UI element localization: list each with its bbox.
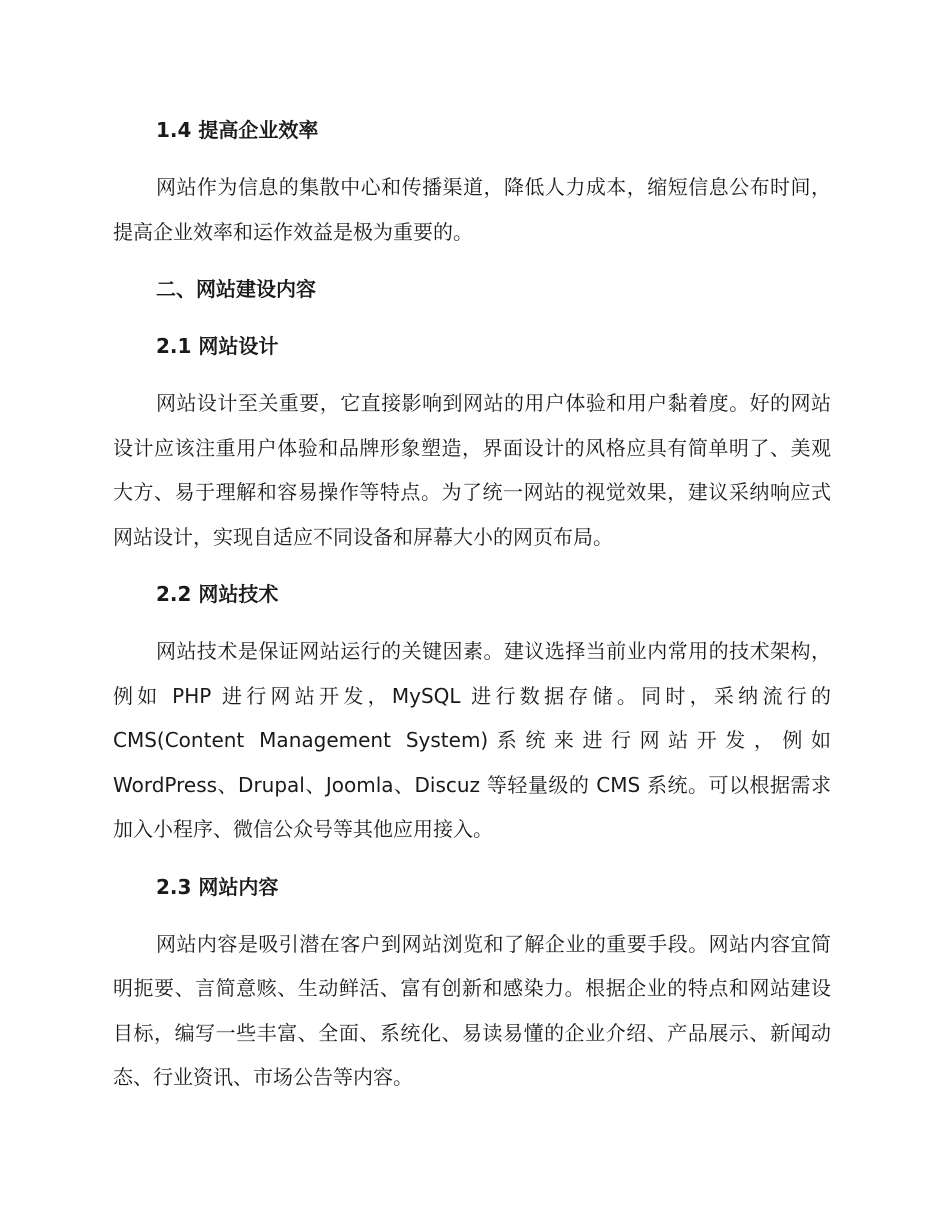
section-heading-1-4: 1.4 提高企业效率 [156,118,319,142]
section-body-2-2: 网站技术是保证网站运行的关键因素。建议选择当前业内常用的技术架构，例如 PHP 进行网站开发，MySQL 进行数据存储。同时，采纳流行的 CMS(Content Management System)系统来进行网站开发，例如 WordPress、Drupal、Joomla、Discuz 等轻量级的 CMS 系统。可以根据需求加入小程序、微信公众号等其他应用接入。 [113,639,831,841]
section-body-2-1: 网站设计至关重要，它直接影响到网站的用户体验和用户黏着度。好的网站设计应该注重用户体验和品牌形象塑造，界面设计的风格应具有简单明了、美观大方、易于理解和容易操作等特点。为了统一网站的视觉效果，建议采纳响应式网站设计，实现自适应不同设备和屏幕大小的网页布局。 [113,391,831,549]
section-heading-2-2: 2.2 网站技术 [156,582,279,606]
section-heading-2-1: 2.1 网站设计 [156,334,279,358]
chapter-heading-2: 二、网站建设内容 [156,277,316,301]
section-heading-2-3: 2.3 网站内容 [156,874,279,899]
document-page [113,108,831,1100]
section-body-2-3: 网站内容是吸引潜在客户到网站浏览和了解企业的重要手段。网站内容宜简明扼要、言简意赅、生动鲜活、富有创新和感染力。根据企业的特点和网站建设目标，编写一些丰富、全面、系统化、易读易懂的企业介绍、产品展示、新闻动态、行业资讯、市场公告等内容。 [113,931,831,1089]
section-body-1-4: 网站作为信息的集散中心和传播渠道，降低人力成本，缩短信息公布时间，提高企业效率和运作效益是极为重要的。 [113,175,831,244]
